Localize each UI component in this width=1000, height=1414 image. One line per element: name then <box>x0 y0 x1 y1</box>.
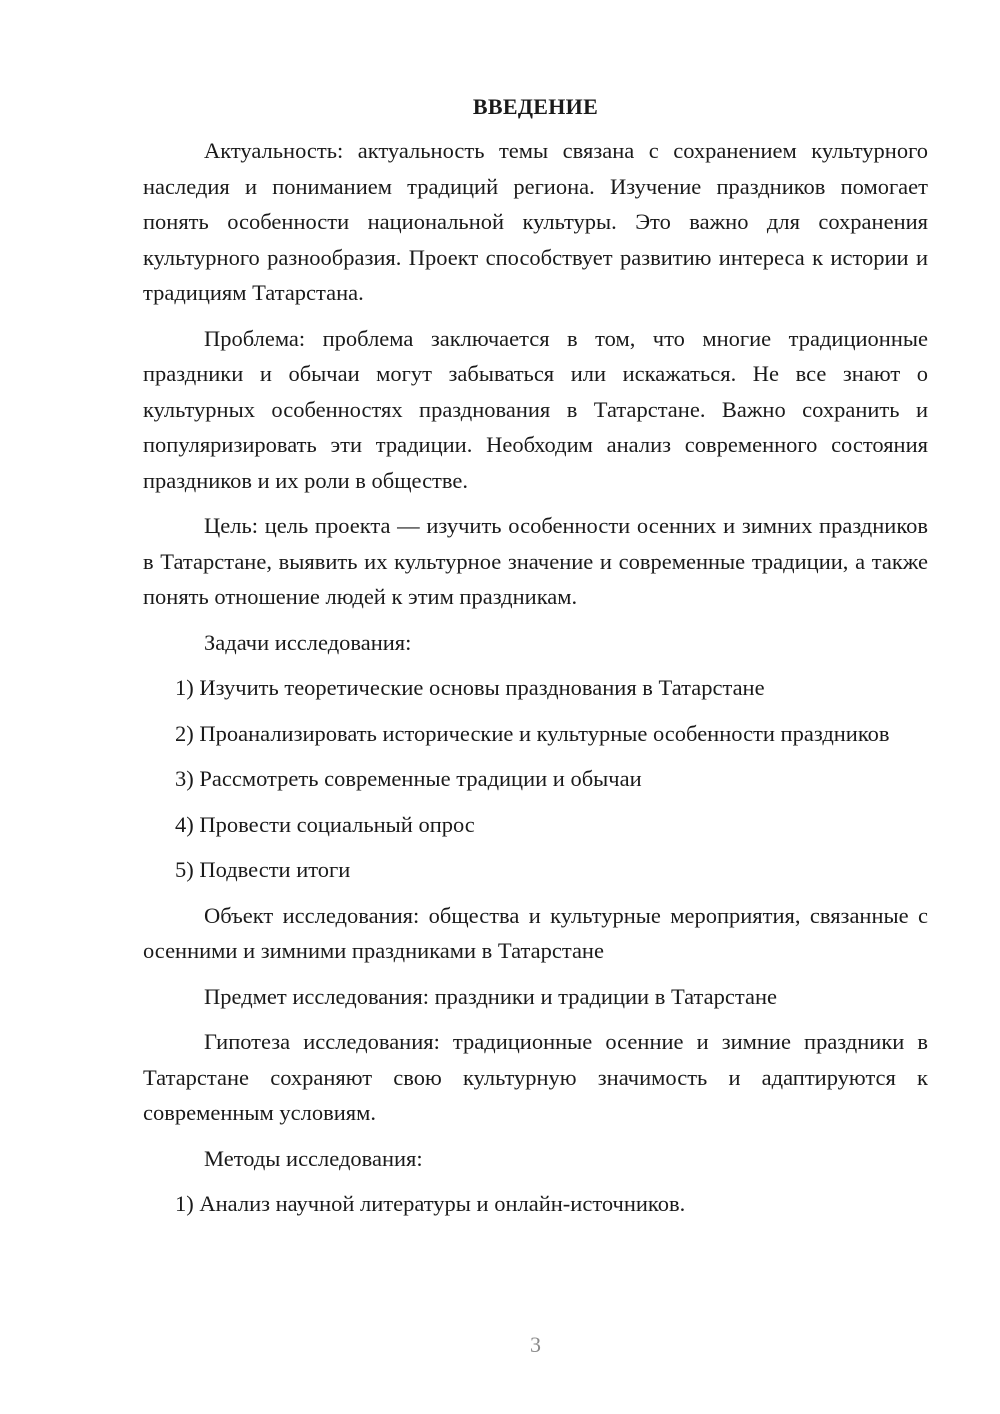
goal-paragraph: Цель: цель проекта — изучить особенности осенних и зимних праздников в Татарстане, выявить их культурное значение и современные традиции, а также понять отношение людей к этим праздникам. <box>143 513 928 609</box>
subject-paragraph: Предмет исследования: праздники и традиции в Татарстане <box>204 983 777 1009</box>
task-item-2: 2) Проанализировать исторические и культурные особенности праздников <box>175 720 890 746</box>
document-page <box>143 90 928 1232</box>
task-item-5: 5) Подвести итоги <box>175 857 351 882</box>
object-paragraph: Объект исследования: общества и культурные мероприятия, связанные с осенними и зимними праздниками в Татарстане <box>143 902 928 963</box>
method-item-1: 1) Анализ научной литературы и онлайн-источников. <box>175 1191 686 1216</box>
problem-paragraph: Проблема: проблема заключается в том, что многие традиционные праздники и обычаи могут забываться или искажаться. Не все знают о культурных особенностях празднования в Татарстане. Важно сохранить и популяризировать эти традиции. Необходим анализ современного состояния праздников и их роли в обществе. <box>143 325 928 493</box>
page-number: 3 <box>530 1332 541 1357</box>
task-item-3: 3) Рассмотреть современные традиции и обычаи <box>175 766 642 791</box>
section-title: ВВЕДЕНИЕ <box>472 94 599 119</box>
task-item-4: 4) Провести социальный опрос <box>175 811 475 837</box>
methods-heading: Методы исследования: <box>204 1145 423 1171</box>
relevance-paragraph: Актуальность: актуальность темы связана с сохранением культурного наследия и пониманием традиций региона. Изучение праздников помогает понять особенности национальной культуры. Это важно для сохранения культурного разнообразия. Проект способствует развитию интереса к истории и традициям Татарстана. <box>143 138 928 305</box>
hypothesis-paragraph: Гипотеза исследования: традиционные осенние и зимние праздники в Татарстане сохраняют свою культурную значимость и адаптируются к современным условиям. <box>143 1029 928 1125</box>
task-item-1: 1) Изучить теоретические основы празднования в Татарстане <box>175 675 765 700</box>
tasks-heading: Задачи исследования: <box>204 629 412 655</box>
